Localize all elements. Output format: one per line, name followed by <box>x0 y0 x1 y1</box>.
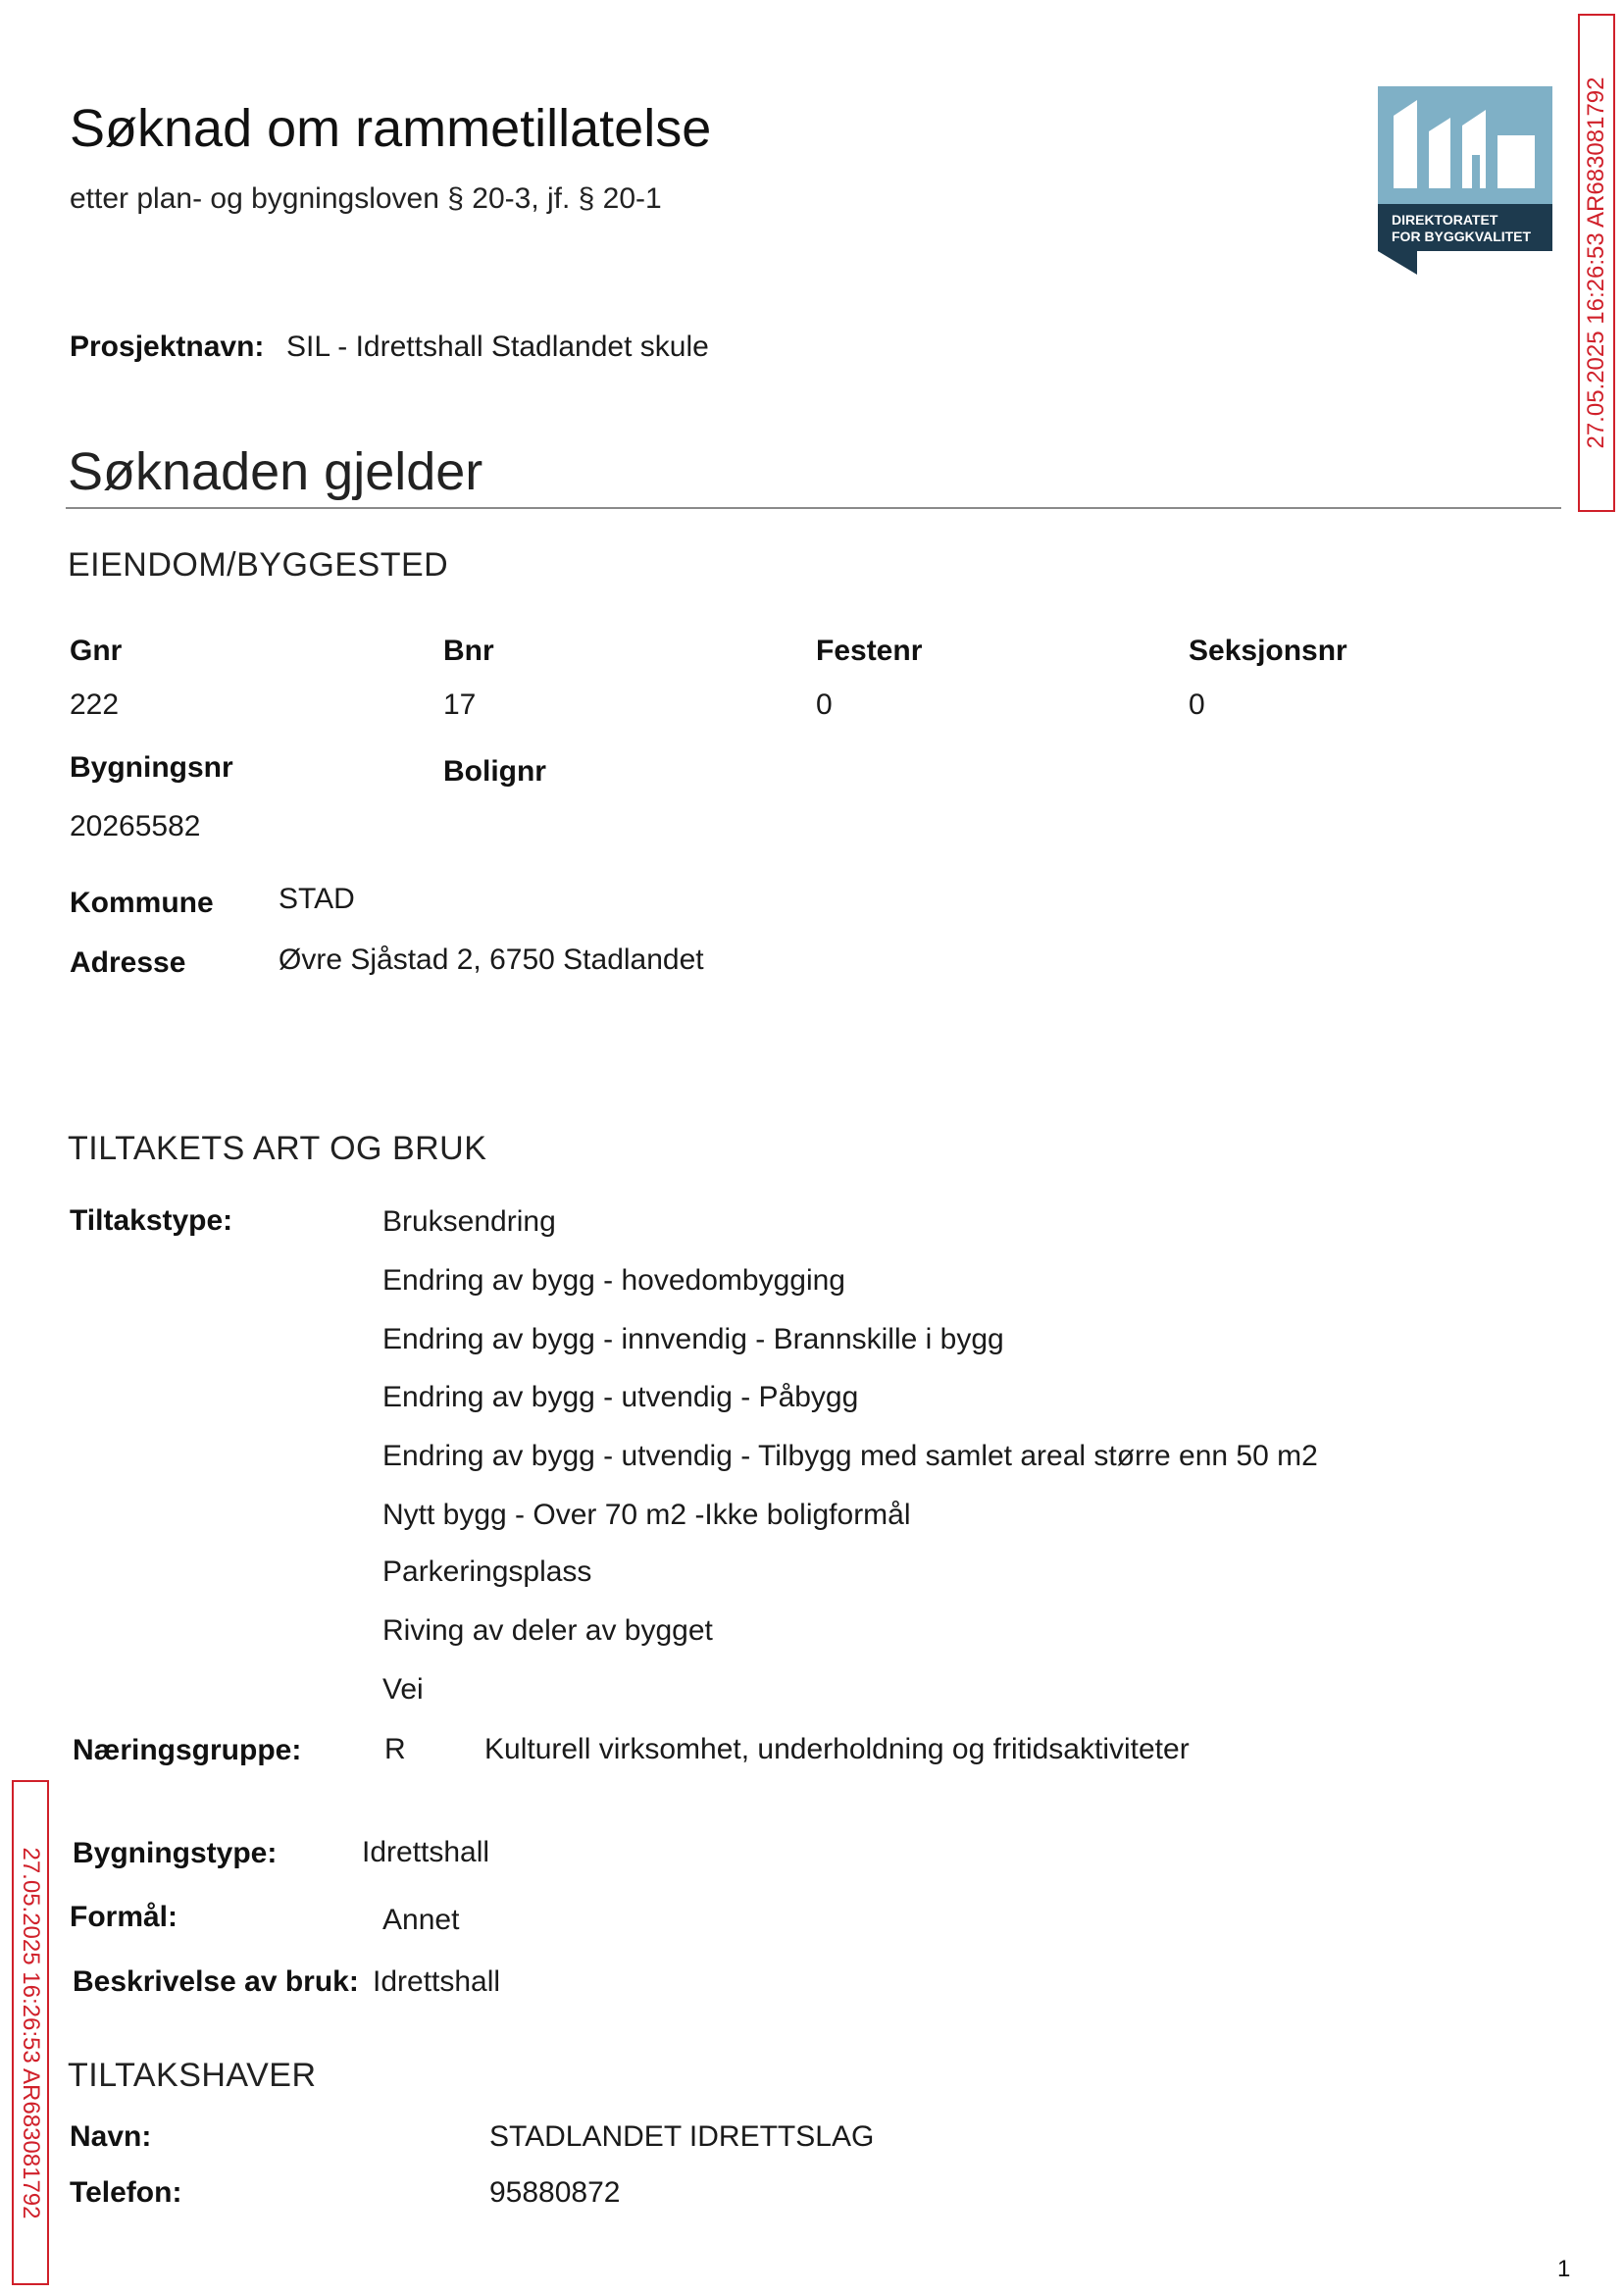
beskrivelse-label: Beskrivelse av bruk: <box>73 1965 359 1998</box>
project-name-value: SIL - Idrettshall Stadlandet skule <box>286 331 709 363</box>
logo-text-line1: DIREKTORATET <box>1392 212 1498 228</box>
page-number: 1 <box>1557 2256 1571 2282</box>
gnr-label: Gnr <box>70 635 123 667</box>
project-name-label: Prosjektnavn: <box>70 331 265 363</box>
tiltakstype-item: Endring av bygg - hovedombygging <box>382 1264 845 1297</box>
bnr-value: 17 <box>443 688 477 721</box>
telefon-label: Telefon: <box>70 2176 182 2209</box>
formaal-label: Formål: <box>70 1901 178 1933</box>
seksjonsnr-value: 0 <box>1189 688 1205 721</box>
naeringsgruppe-label: Næringsgruppe: <box>73 1734 302 1766</box>
adresse-label: Adresse <box>70 946 186 979</box>
festenr-value: 0 <box>816 688 833 721</box>
logo-text-line2: FOR BYGGKVALITET <box>1392 229 1532 244</box>
tiltakstype-item: Nytt bygg - Over 70 m2 -Ikke boligformål <box>382 1499 911 1531</box>
bygningsnr-value: 20265582 <box>70 810 201 842</box>
document-title: Søknad om rammetillatelse <box>70 99 712 158</box>
bnr-label: Bnr <box>443 635 494 667</box>
dibk-logo-icon <box>1378 86 1552 275</box>
navn-value: STADLANDET IDRETTSLAG <box>489 2120 875 2153</box>
tiltakstype-item: Endring av bygg - utvendig - Påbygg <box>382 1381 859 1413</box>
bygningstype-value: Idrettshall <box>362 1836 490 1868</box>
tiltakstype-item: Endring av bygg - utvendig - Tilbygg med samlet areal større enn 50 m2 <box>382 1440 1318 1472</box>
timestamp-stamp-right <box>1578 14 1615 512</box>
navn-label: Navn: <box>70 2120 152 2153</box>
tiltakstype-item: Parkeringsplass <box>382 1555 592 1588</box>
naeringsgruppe-text: Kulturell virksomhet, underholdning og fritidsaktiviteter <box>484 1733 1190 1765</box>
tiltakshaver-heading: TILTAKSHAVER <box>68 2057 317 2094</box>
tiltakstype-item: Vei <box>382 1673 424 1706</box>
naeringsgruppe-code: R <box>384 1733 406 1765</box>
beskrivelse-value: Idrettshall <box>373 1965 501 1998</box>
section-divider <box>66 507 1561 509</box>
kommune-value: STAD <box>279 883 355 915</box>
section-title: Søknaden gjelder <box>68 442 483 501</box>
tiltak-heading: TILTAKETS ART OG BRUK <box>68 1130 487 1167</box>
tiltakstype-item: Bruksendring <box>382 1205 556 1238</box>
dibk-logo <box>1378 86 1552 275</box>
kommune-label: Kommune <box>70 887 214 919</box>
tiltakstype-item: Endring av bygg - innvendig - Brannskille i bygg <box>382 1323 1004 1355</box>
adresse-value: Øvre Sjåstad 2, 6750 Stadlandet <box>279 943 704 976</box>
timestamp-stamp-left <box>12 1780 49 2285</box>
bygningstype-label: Bygningstype: <box>73 1837 278 1869</box>
eiendom-heading: EIENDOM/BYGGESTED <box>68 546 449 584</box>
stamp-text: 27.05.2025 16:26:53 AR683081792 <box>1583 76 1609 449</box>
document-subtitle: etter plan- og bygningsloven § 20-3, jf. § 20-1 <box>70 182 662 215</box>
formaal-value: Annet <box>382 1904 460 1936</box>
bygningsnr-label: Bygningsnr <box>70 751 233 784</box>
tiltakstype-item: Riving av deler av bygget <box>382 1614 713 1647</box>
bolignr-label: Bolignr <box>443 755 546 788</box>
festenr-label: Festenr <box>816 635 923 667</box>
stamp-text: 27.05.2025 16:26:53 AR683081792 <box>18 1846 44 2219</box>
telefon-value: 95880872 <box>489 2176 621 2209</box>
seksjonsnr-label: Seksjonsnr <box>1189 635 1347 667</box>
tiltakstype-label: Tiltakstype: <box>70 1204 233 1237</box>
gnr-value: 222 <box>70 688 120 721</box>
